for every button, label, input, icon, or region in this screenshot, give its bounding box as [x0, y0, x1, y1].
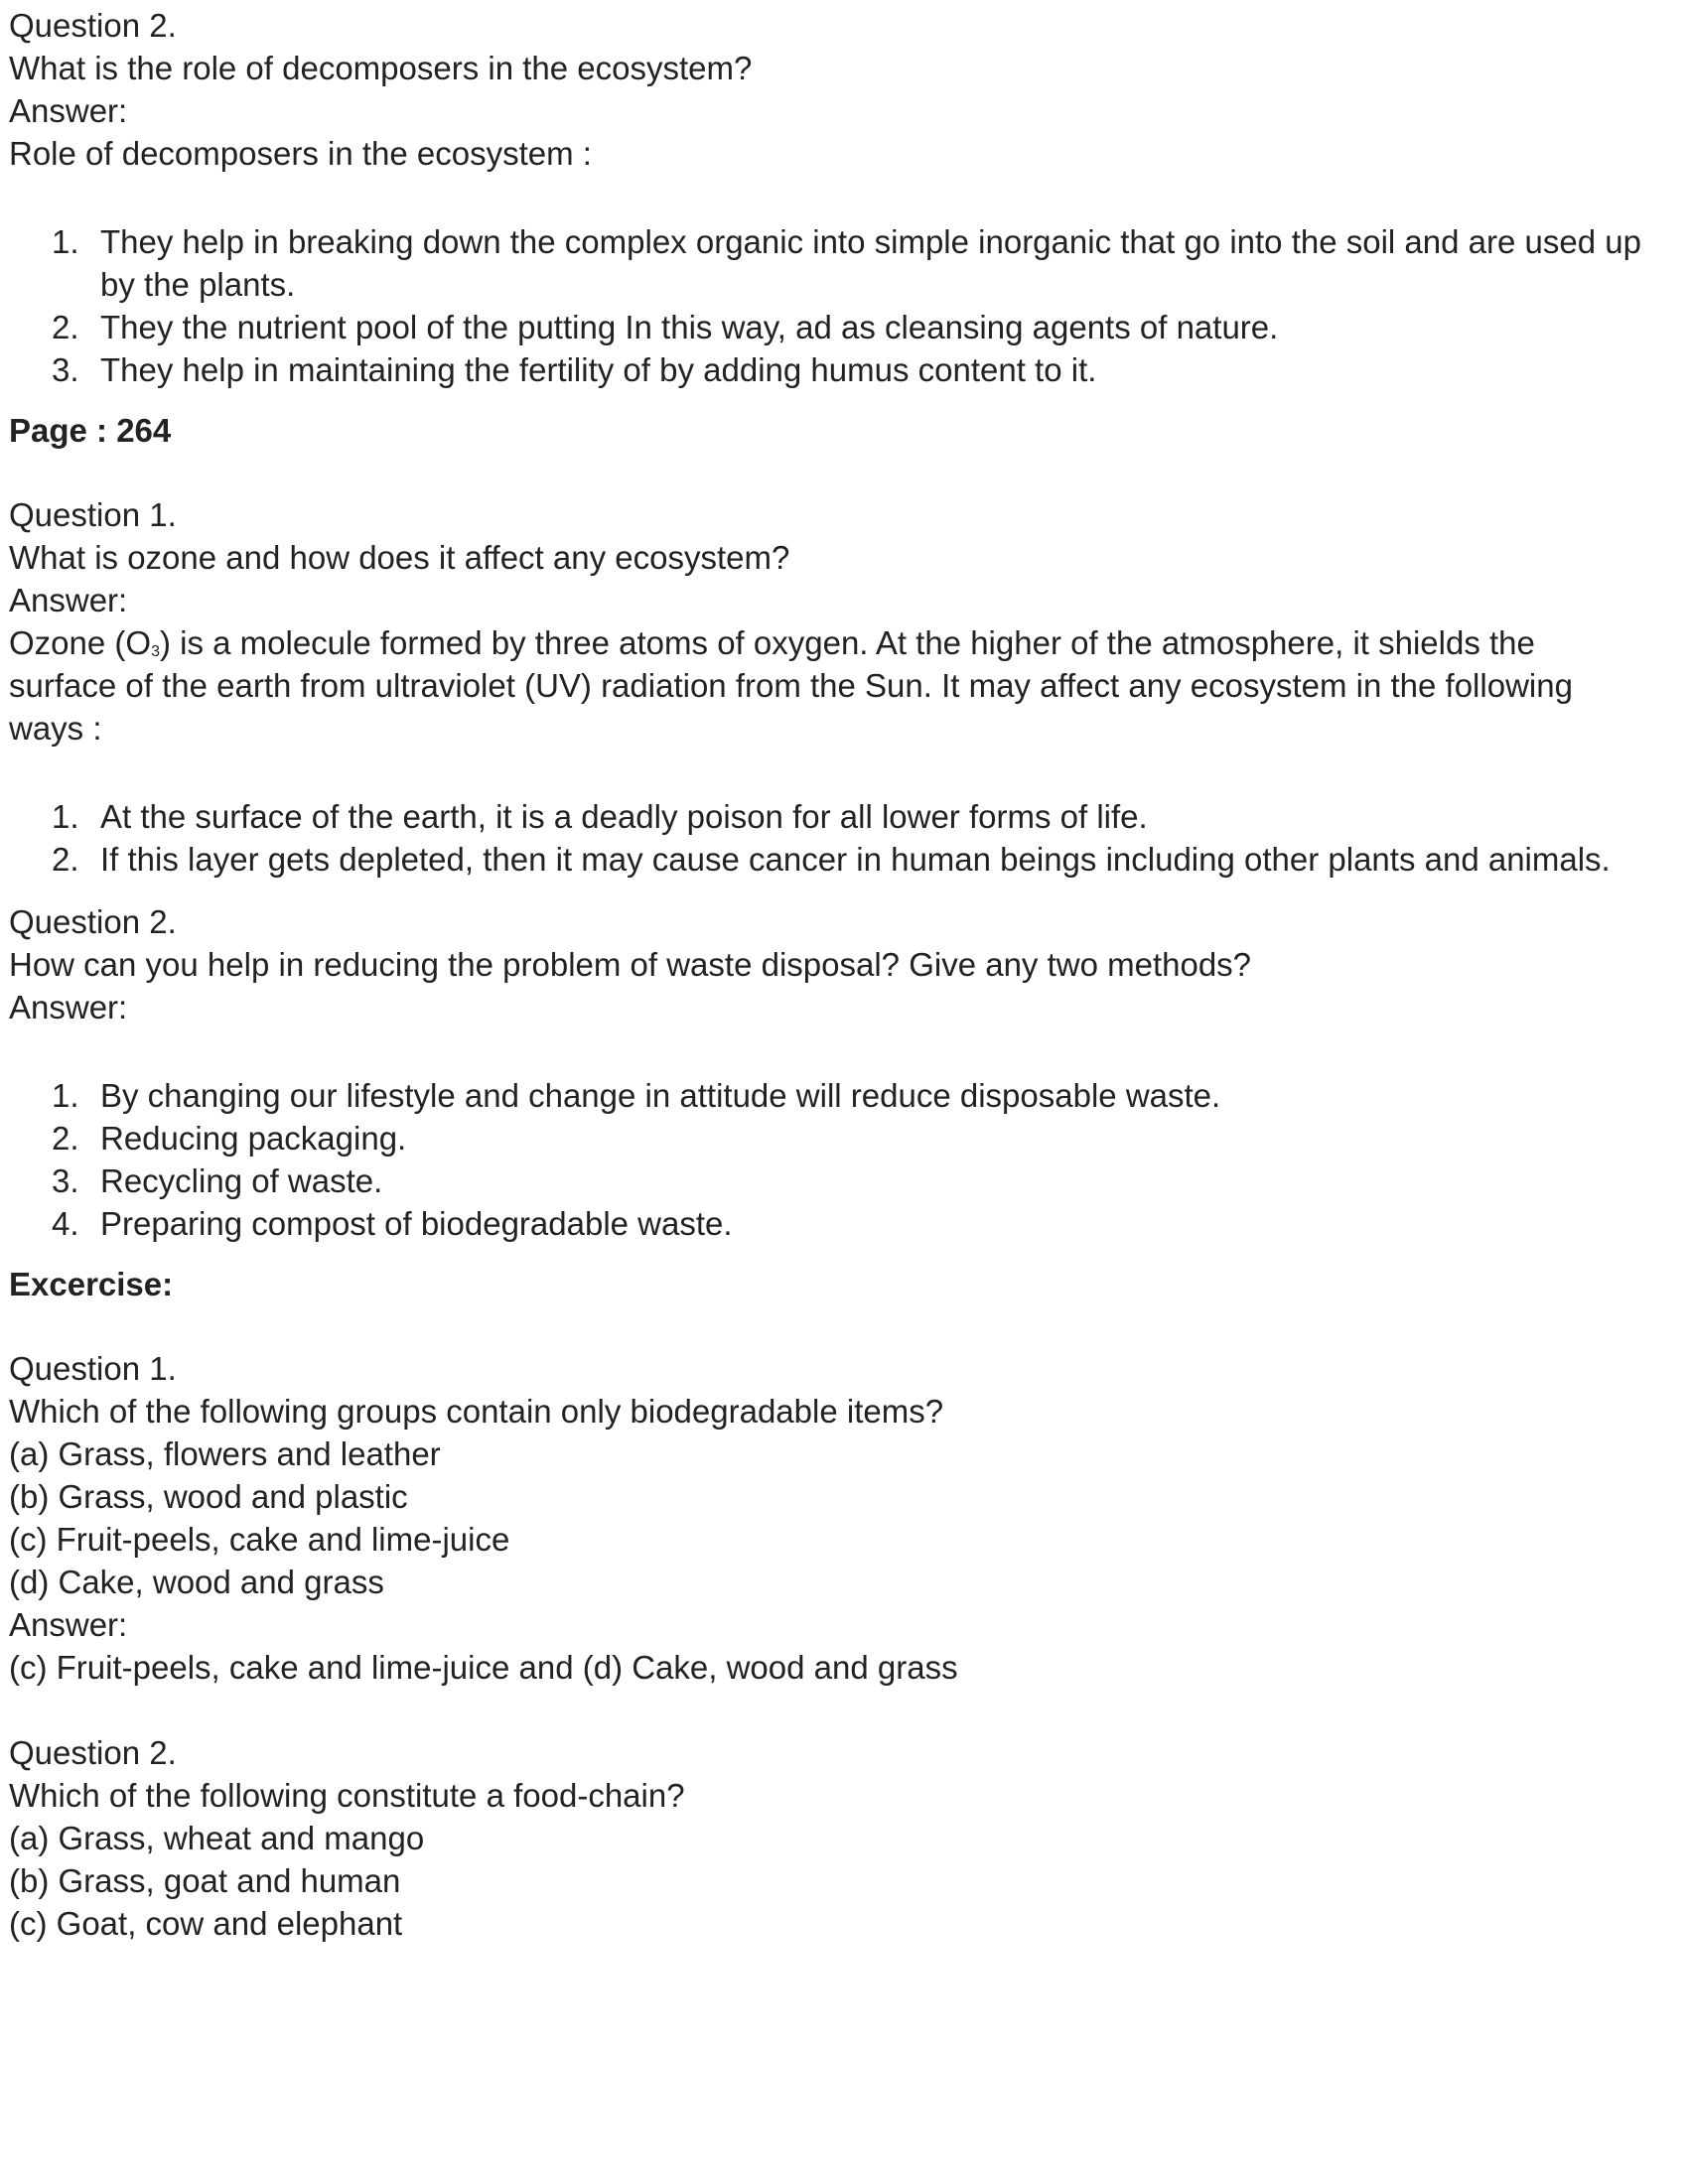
- list-number: 2.: [52, 309, 79, 345]
- list-number: 1.: [52, 798, 79, 835]
- question-label: Question 2.: [9, 7, 177, 44]
- option: (c) Fruit-peels, cake and lime-juice: [9, 1521, 510, 1558]
- answer-label: Answer:: [9, 582, 128, 618]
- answer-text: Ozone $(O_3)$ is a molecule formed by three atoms of oxygen. At the higher of the atmosphere, it shields the surface of the earth from ultraviolet (UV) radiation from the Sun. It may affect any ecosystem in the following ways :: [9, 624, 1573, 747]
- option: (a) Grass, wheat and mango: [9, 1820, 425, 1856]
- question-label: Question 1.: [9, 1350, 177, 1387]
- list-number: 1.: [52, 223, 79, 260]
- list-number: 2.: [52, 1120, 79, 1157]
- list-item: 3. They help in maintaining the fertility of by adding humus content to it.: [9, 348, 1669, 391]
- answer-label: Answer:: [9, 1606, 128, 1643]
- list-item: 1. By changing our lifestyle and change in attitude will reduce disposable waste.: [9, 1074, 1669, 1117]
- list-item: 4. Preparing compost of biodegradable waste.: [9, 1202, 1669, 1245]
- question-ozone: [9, 493, 1679, 881]
- question-label: Question 2.: [9, 903, 177, 940]
- question-label: Question 1.: [9, 496, 177, 533]
- answer-text: (c) Fruit-peels, cake and lime-juice and (d) Cake, wood and grass: [9, 1649, 958, 1686]
- answer-label: Answer:: [9, 92, 128, 129]
- question-label: Question 2.: [9, 1734, 177, 1771]
- option: (a) Grass, flowers and leather: [9, 1435, 441, 1472]
- list-item: 1. At the surface of the earth, it is a deadly poison for all lower forms of life.: [9, 795, 1669, 838]
- answer-label: Answer:: [9, 989, 128, 1025]
- list-number: 4.: [52, 1205, 79, 1242]
- answer-list: [9, 1074, 1679, 1245]
- list-number: 1.: [52, 1077, 79, 1114]
- question-waste-disposal: [9, 900, 1679, 1245]
- subscript: 3: [151, 643, 160, 660]
- exercise-heading: Excercise:: [9, 1266, 174, 1302]
- question-text: Which of the following constitute a food-chain?: [9, 1777, 685, 1814]
- question-decomposers: [9, 4, 1679, 391]
- exercise-question-1: [9, 1347, 1679, 1689]
- answer-list: [9, 795, 1679, 881]
- question-text: How can you help in reducing the problem of waste disposal? Give any two methods?: [9, 946, 1252, 983]
- question-text: What is ozone and how does it affect any ecosystem?: [9, 539, 790, 576]
- option: (b) Grass, goat and human: [9, 1862, 401, 1899]
- page-heading: Page : 264: [9, 412, 172, 449]
- answer-intro: Role of decomposers in the ecosystem :: [9, 135, 592, 172]
- list-number: 2.: [52, 841, 79, 878]
- option: (c) Goat, cow and elephant: [9, 1905, 403, 1942]
- list-number: 3.: [52, 351, 79, 388]
- list-item: 2. If this layer gets depleted, then it may cause cancer in human beings including other plants and animals.: [9, 838, 1669, 881]
- exercise-question-2: [9, 1731, 1679, 1945]
- question-text: What is the role of decomposers in the ecosystem?: [9, 50, 753, 86]
- list-item: 2. Reducing packaging.: [9, 1117, 1669, 1160]
- option: (b) Grass, wood and plastic: [9, 1478, 408, 1515]
- answer-list: [9, 220, 1679, 391]
- list-number: 3.: [52, 1162, 79, 1199]
- list-item: 2. They the nutrient pool of the putting In this way, ad as cleansing agents of nature.: [9, 306, 1669, 348]
- option: (d) Cake, wood and grass: [9, 1564, 384, 1600]
- question-text: Which of the following groups contain only biodegradable items?: [9, 1393, 944, 1430]
- list-item: 1. They help in breaking down the complex organic into simple inorganic that go into the soil and are used up by the plants.: [9, 220, 1669, 306]
- list-item: 3. Recycling of waste.: [9, 1160, 1669, 1202]
